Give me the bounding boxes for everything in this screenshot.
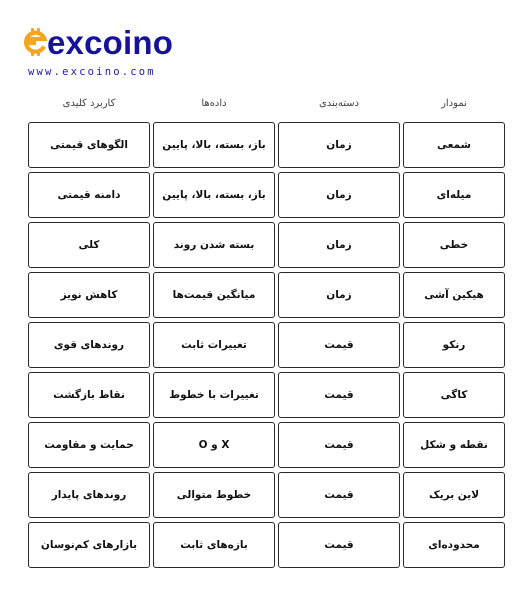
cell-category: زمان bbox=[278, 122, 400, 168]
header-data: داده‌ها bbox=[201, 98, 227, 109]
cell-category: قیمت bbox=[278, 472, 400, 518]
cell-usage: نقاط بازگشت bbox=[28, 372, 150, 418]
cell-usage: کاهش نویز bbox=[28, 272, 150, 318]
cell-data: میانگین قیمت‌ها bbox=[153, 272, 275, 318]
cell-chart: هیکین آشی bbox=[403, 272, 505, 318]
cell-chart: لاین بریک bbox=[403, 472, 505, 518]
cell-category: قیمت bbox=[278, 372, 400, 418]
excoino-logo bbox=[22, 22, 173, 62]
cell-data: تغییرات ثابت bbox=[153, 322, 275, 368]
cell-chart: محدوده‌ای bbox=[403, 522, 505, 568]
website-url[interactable]: www.excoino.com bbox=[28, 66, 156, 78]
cell-usage: دامنه قیمتی bbox=[28, 172, 150, 218]
cell-data: باز، بسته، بالا، پایین bbox=[153, 172, 275, 218]
cell-category: زمان bbox=[278, 172, 400, 218]
cell-data: بازه‌های ثابت bbox=[153, 522, 275, 568]
cell-category: قیمت bbox=[278, 422, 400, 468]
cell-chart: رنکو bbox=[403, 322, 505, 368]
excoino-coin-e-icon bbox=[22, 25, 48, 59]
chart-types-table bbox=[28, 122, 504, 568]
cell-category: زمان bbox=[278, 272, 400, 318]
cell-usage: روندهای قوی bbox=[28, 322, 150, 368]
cell-data: تغییرات با خطوط bbox=[153, 372, 275, 418]
cell-usage: الگوهای قیمتی bbox=[28, 122, 150, 168]
cell-category: زمان bbox=[278, 222, 400, 268]
cell-data: بسته شدن روند bbox=[153, 222, 275, 268]
cell-category: قیمت bbox=[278, 522, 400, 568]
cell-data: X و O bbox=[153, 422, 275, 468]
cell-chart: خطی bbox=[403, 222, 505, 268]
cell-usage: کلی bbox=[28, 222, 150, 268]
cell-data: باز، بسته، بالا، پایین bbox=[153, 122, 275, 168]
cell-usage: بازارهای کم‌نوسان bbox=[28, 522, 150, 568]
cell-data: خطوط متوالی bbox=[153, 472, 275, 518]
header-chart: نمودار bbox=[441, 98, 467, 109]
cell-chart: شمعی bbox=[403, 122, 505, 168]
cell-chart: نقطه و شکل bbox=[403, 422, 505, 468]
cell-usage: روندهای پایدار bbox=[28, 472, 150, 518]
cell-chart: کاگی bbox=[403, 372, 505, 418]
cell-category: قیمت bbox=[278, 322, 400, 368]
header-usage: کاربرد کلیدی bbox=[62, 98, 116, 109]
cell-usage: حمایت و مقاومت bbox=[28, 422, 150, 468]
header-category: دسته‌بندی bbox=[318, 98, 360, 109]
cell-chart: میله‌ای bbox=[403, 172, 505, 218]
brand-name: excoino bbox=[47, 23, 174, 61]
